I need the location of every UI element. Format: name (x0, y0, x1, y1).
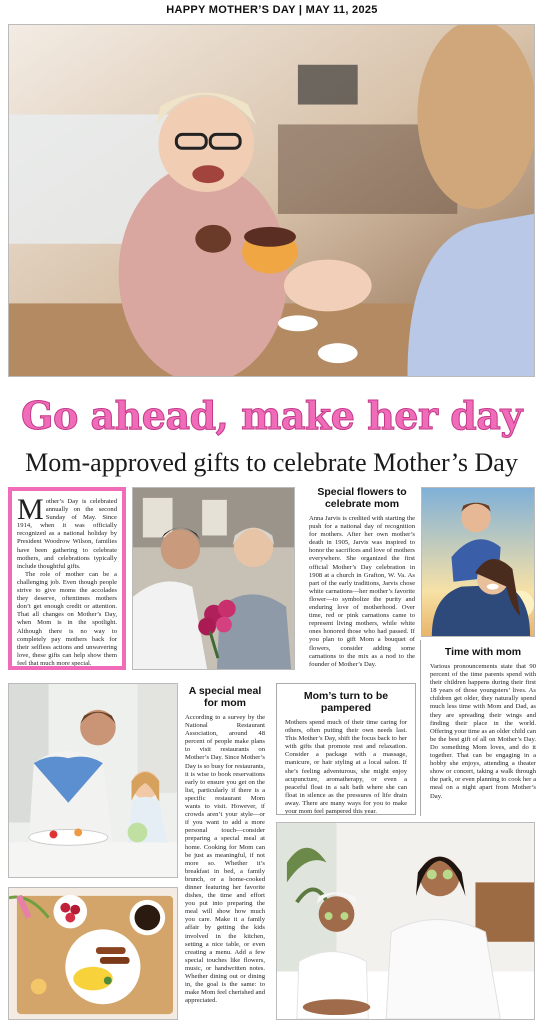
hero-photo (8, 24, 535, 377)
time-photo (421, 487, 535, 637)
article-time (430, 646, 536, 816)
article-flowers (309, 486, 415, 672)
article-pamper (276, 683, 416, 815)
meal-photo-illustration (9, 684, 177, 877)
intro-box (8, 487, 126, 670)
pamper-photo-illustration (277, 823, 534, 1019)
intro-paragraph-1 (17, 493, 117, 571)
breakfast-photo-illustration (9, 888, 177, 1019)
hero-photo-illustration (9, 25, 534, 376)
drop-cap: M (17, 493, 44, 526)
breakfast-photo (8, 887, 178, 1020)
article-meal-body: According to a survey by the National Restaurant Association, around 48 percent of people make plans to visit restaurants on Mother’s Day. Since Mother’s Day is so busy for restaurants, it is wise to book reservations early to ensure you get on the list, particularly if there is a specific restaurant Mom wants to visit. However, if crowds aren’t your style—or if you want to add a more personal touch—consider preparing a special meal at home. Cooking for Mom can be just as meaningful, if not more so. Whether it’s breakfast in bed, a family brunch, or a home-cooked dinner featuring her favorite dishes, the time and effort you put into preparing the meal will show how much you care. Make it a family affair by getting the kids involved in the kitchen, setting a nice table, or even creating a menu. Add a few special touches like flowers, music, or handwritten notes. Whether dining out or dining in, the goal is the same: to make Mom feel cherished and appreciated. (185, 714, 265, 1005)
intro-text-1: other’s Day is celebrated annually on the second Sunday of May. Since 1914, when it was officially recognized as a national holiday by President Woodrow Wilson, families have been gathering to celebrate mothers, and celebrations typically include thoughtful gifts. (17, 498, 117, 570)
subhead: Mom-approved gifts to celebrate Mother’s Day (25, 448, 518, 477)
masthead: HAPPY MOTHER’S DAY | MAY 11, 2025 (166, 4, 378, 16)
time-photo-illustration (422, 488, 534, 636)
column-divider (420, 640, 421, 816)
pamper-photo (276, 822, 535, 1020)
article-time-title: Time with mom (444, 646, 522, 658)
article-meal (185, 685, 265, 1021)
flowers-photo-illustration (133, 488, 294, 669)
article-time-body: Various pronouncements state that 90 percent of the time parents spend with their children happens during their first 18 years of those youngsters’ lives. As children get older, they naturally spend much less time with Mom and Dad, as they are spreading their wings and finding their place in the world. Offering your time as an older child can be the best gift of all on Mother’s Day. Do something Mom loves, and do it together. That can be engaging in a hobby she enjoys, attending a theater show or concert, taking a walk through the park, or even planning to cook her a meal on a night apart from Mother’s Day. (430, 663, 536, 800)
article-flowers-body: Anna Jarvis is credited with starting the push for a national day of recognition for mothers. After her own mother’s death in 1905, Jarvis was inspired to honor the sacrifices and love of mothers everywhere. She organized the first official Mother’s Day celebration in 1908 at a church in Grafton, W. Va. As part of the early traditions, Jarvis chose white carnations—her mother’s favorite flower—to symbolize the purity and enduring love of motherhood. Over time, red or pink carnations came to represent living mothers, while white ones honored those who had passed. If you plan to gift Mom a bouquet of flowers, consider adding some carnations to the mix as a nod to the founder of Mother’s Day. (309, 515, 415, 668)
article-meal-title: A special meal for mom (188, 685, 262, 709)
flowers-photo (132, 487, 295, 670)
article-pamper-body: Mothers spend much of their time caring for others, often putting their own needs last. This Mother’s Day, shift the focus back to her with gifts that promote rest and relaxation. Consider a package with a massage, manicure, or hair styling at a local salon. If she’s feeling adventurous, she might enjoy acupuncture, aromatherapy, or even a peaceful float in a salt bath where she can float in silence as the pressures of life drain away. There are many ways for you to make your mom feel pampered this year. (285, 719, 407, 815)
meal-photo (8, 683, 178, 878)
article-pamper-title: Mom’s turn to be pampered (303, 690, 389, 714)
intro-paragraph-2: The role of mother can be a challenging job. Even though people strive to give moms the accolades they deserve, oftentimes mothers don’t get enough credit or attention. That all changes on Mother’s Day, when Mom is in the spotlight. Although there is no way to completely pay mothers back for their selfless actions and unwavering love, these gifts can help show them feel that much more special. (17, 570, 117, 667)
headline: Go ahead, make her day (21, 393, 522, 438)
article-flowers-title: Special flowers to celebrate mom (317, 486, 407, 510)
